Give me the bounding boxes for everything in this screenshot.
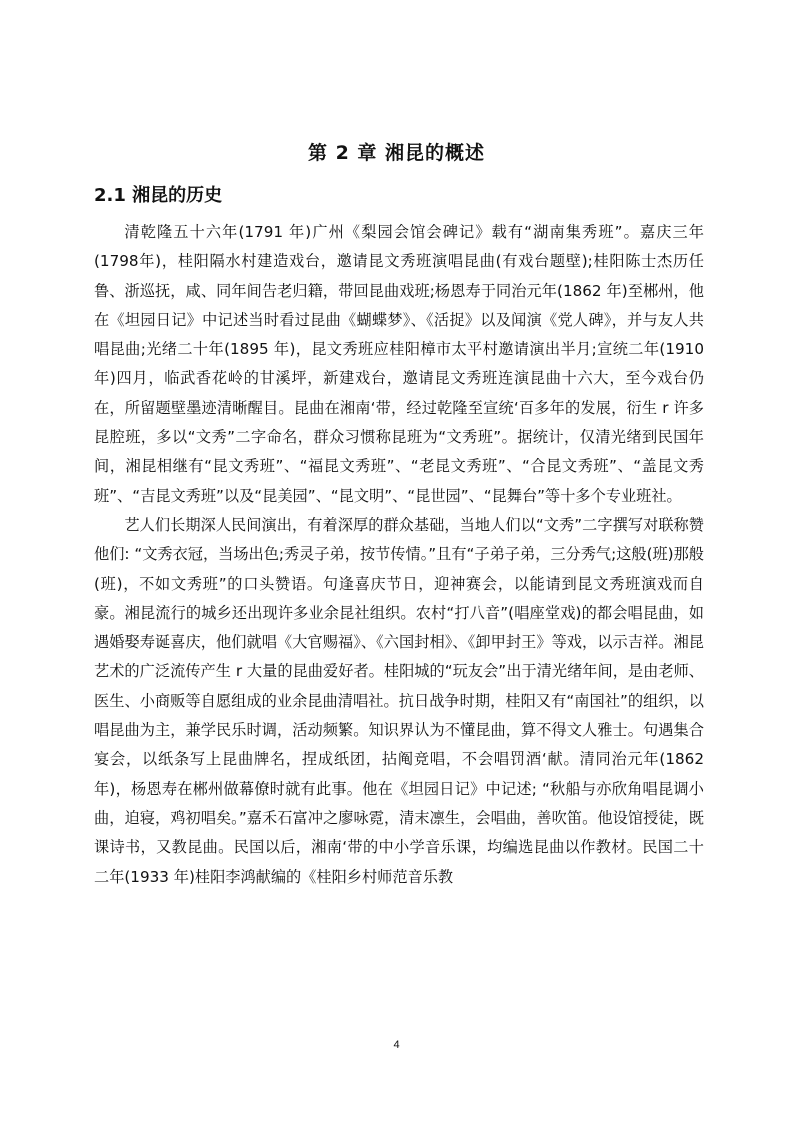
body-text — [94, 218, 704, 892]
page-number: 4 — [393, 1039, 400, 1051]
chapter-title: 第 2 章 湘昆的概述 — [307, 142, 486, 164]
paragraph-1: 清乾隆五十六年(1791 年)广州《梨园会馆会碑记》载有“湖南集秀班”。嘉庆三年(1798年)，桂阳隔水村建造戏台，邀请昆文秀班演唱昆曲(有戏台题壁);桂阳陈士杰历任鲁、浙巡抚，咸、同年间告老归籍，带回昆曲戏班;杨恩寿于同治元年(1862 年)至郴州，他在《坦园日记》中记述当时看过昆曲《蝴蝶梦》、《活捉》以及闻演《党人碑》，并与友人共唱昆曲;光绪二十年(1895 年)，昆文秀班应桂阳樟市太平村邀请演出半月;宣统二年(1910 年)四月，临武香花岭的甘溪坪，新建戏台，邀请昆文秀班连演昆曲十六大，至今戏台仍在，所留题壁墨迹清晰醒目。昆曲在湘南‘带，经过乾隆至宣统‘百多年的发展，衍生 r 许多昆腔班，多以“文秀”二字命名，群众习惯称昆班为“文秀班”。据统计，仅清光绪到民国年间，湘昆相继有“昆文秀班”、“福昆文秀班”、“老昆文秀班”、“合昆文秀班”、“盖昆文秀班”、“吉昆文秀班”以及“昆美园”、“昆文明”、“昆世园”、“昆舞台”等十多个专业班社。 — [94, 223, 704, 505]
paragraph-2: 艺人们长期深人民间演出，有着深厚的群众基础，当地人们以“文秀”二字撰写对联称赞他们: “文秀衣冠，当场出色;秀灵子弟，按节传情。”且有“子弟子弟，三分秀气;这般(班)那般(班)，不如文秀班”的口头赞语。句逢喜庆节日，迎神赛会，以能请到昆文秀班演戏而自豪。湘昆流行的城乡还出现许多业余昆社组织。农村“打八音”(唱座堂戏)的都会唱昆曲，如遇婚娶寿诞喜庆，他们就唱《大官赐福》、《六国封相》、《卸甲封王》等戏，以示吉祥。湘昆艺术的广泛流传产生 r 大量的昆曲爱好者。桂阳城的“玩友会”出于清光绪年间，是由老师、医生、小商贩等自愿组成的业余昆曲清唱社。抗日战争时期，桂阳又有“南国社”的组织，以唱昆曲为主，兼学民乐时调，活动频繁。知识界认为不懂昆曲，算不得文人雅士。句遇集合宴会，以纸条写上昆曲牌名，捏成纸团，拈阄竞唱，不会唱罚酒‘献。清同治元年(1862 年)，杨恩寿在郴州做幕僚时就有此事。他在《坦园日记》中记述; “秋船与亦欣角唱昆调小曲，迫寝，鸡初唱矣。”嘉禾石富冲之廖咏霓，清末凛生，会唱曲，善吹笛。他设馆授徒，既课诗书，又教昆曲。民国以后，湘南‘带的中小学音乐课，均编选昆曲以作教材。民国二十二年(1933 年)桂阳李鸿献编的《桂阳乡村师范音乐教 — [94, 515, 704, 886]
section-heading: 2.1 湘昆的历史 — [94, 185, 223, 206]
